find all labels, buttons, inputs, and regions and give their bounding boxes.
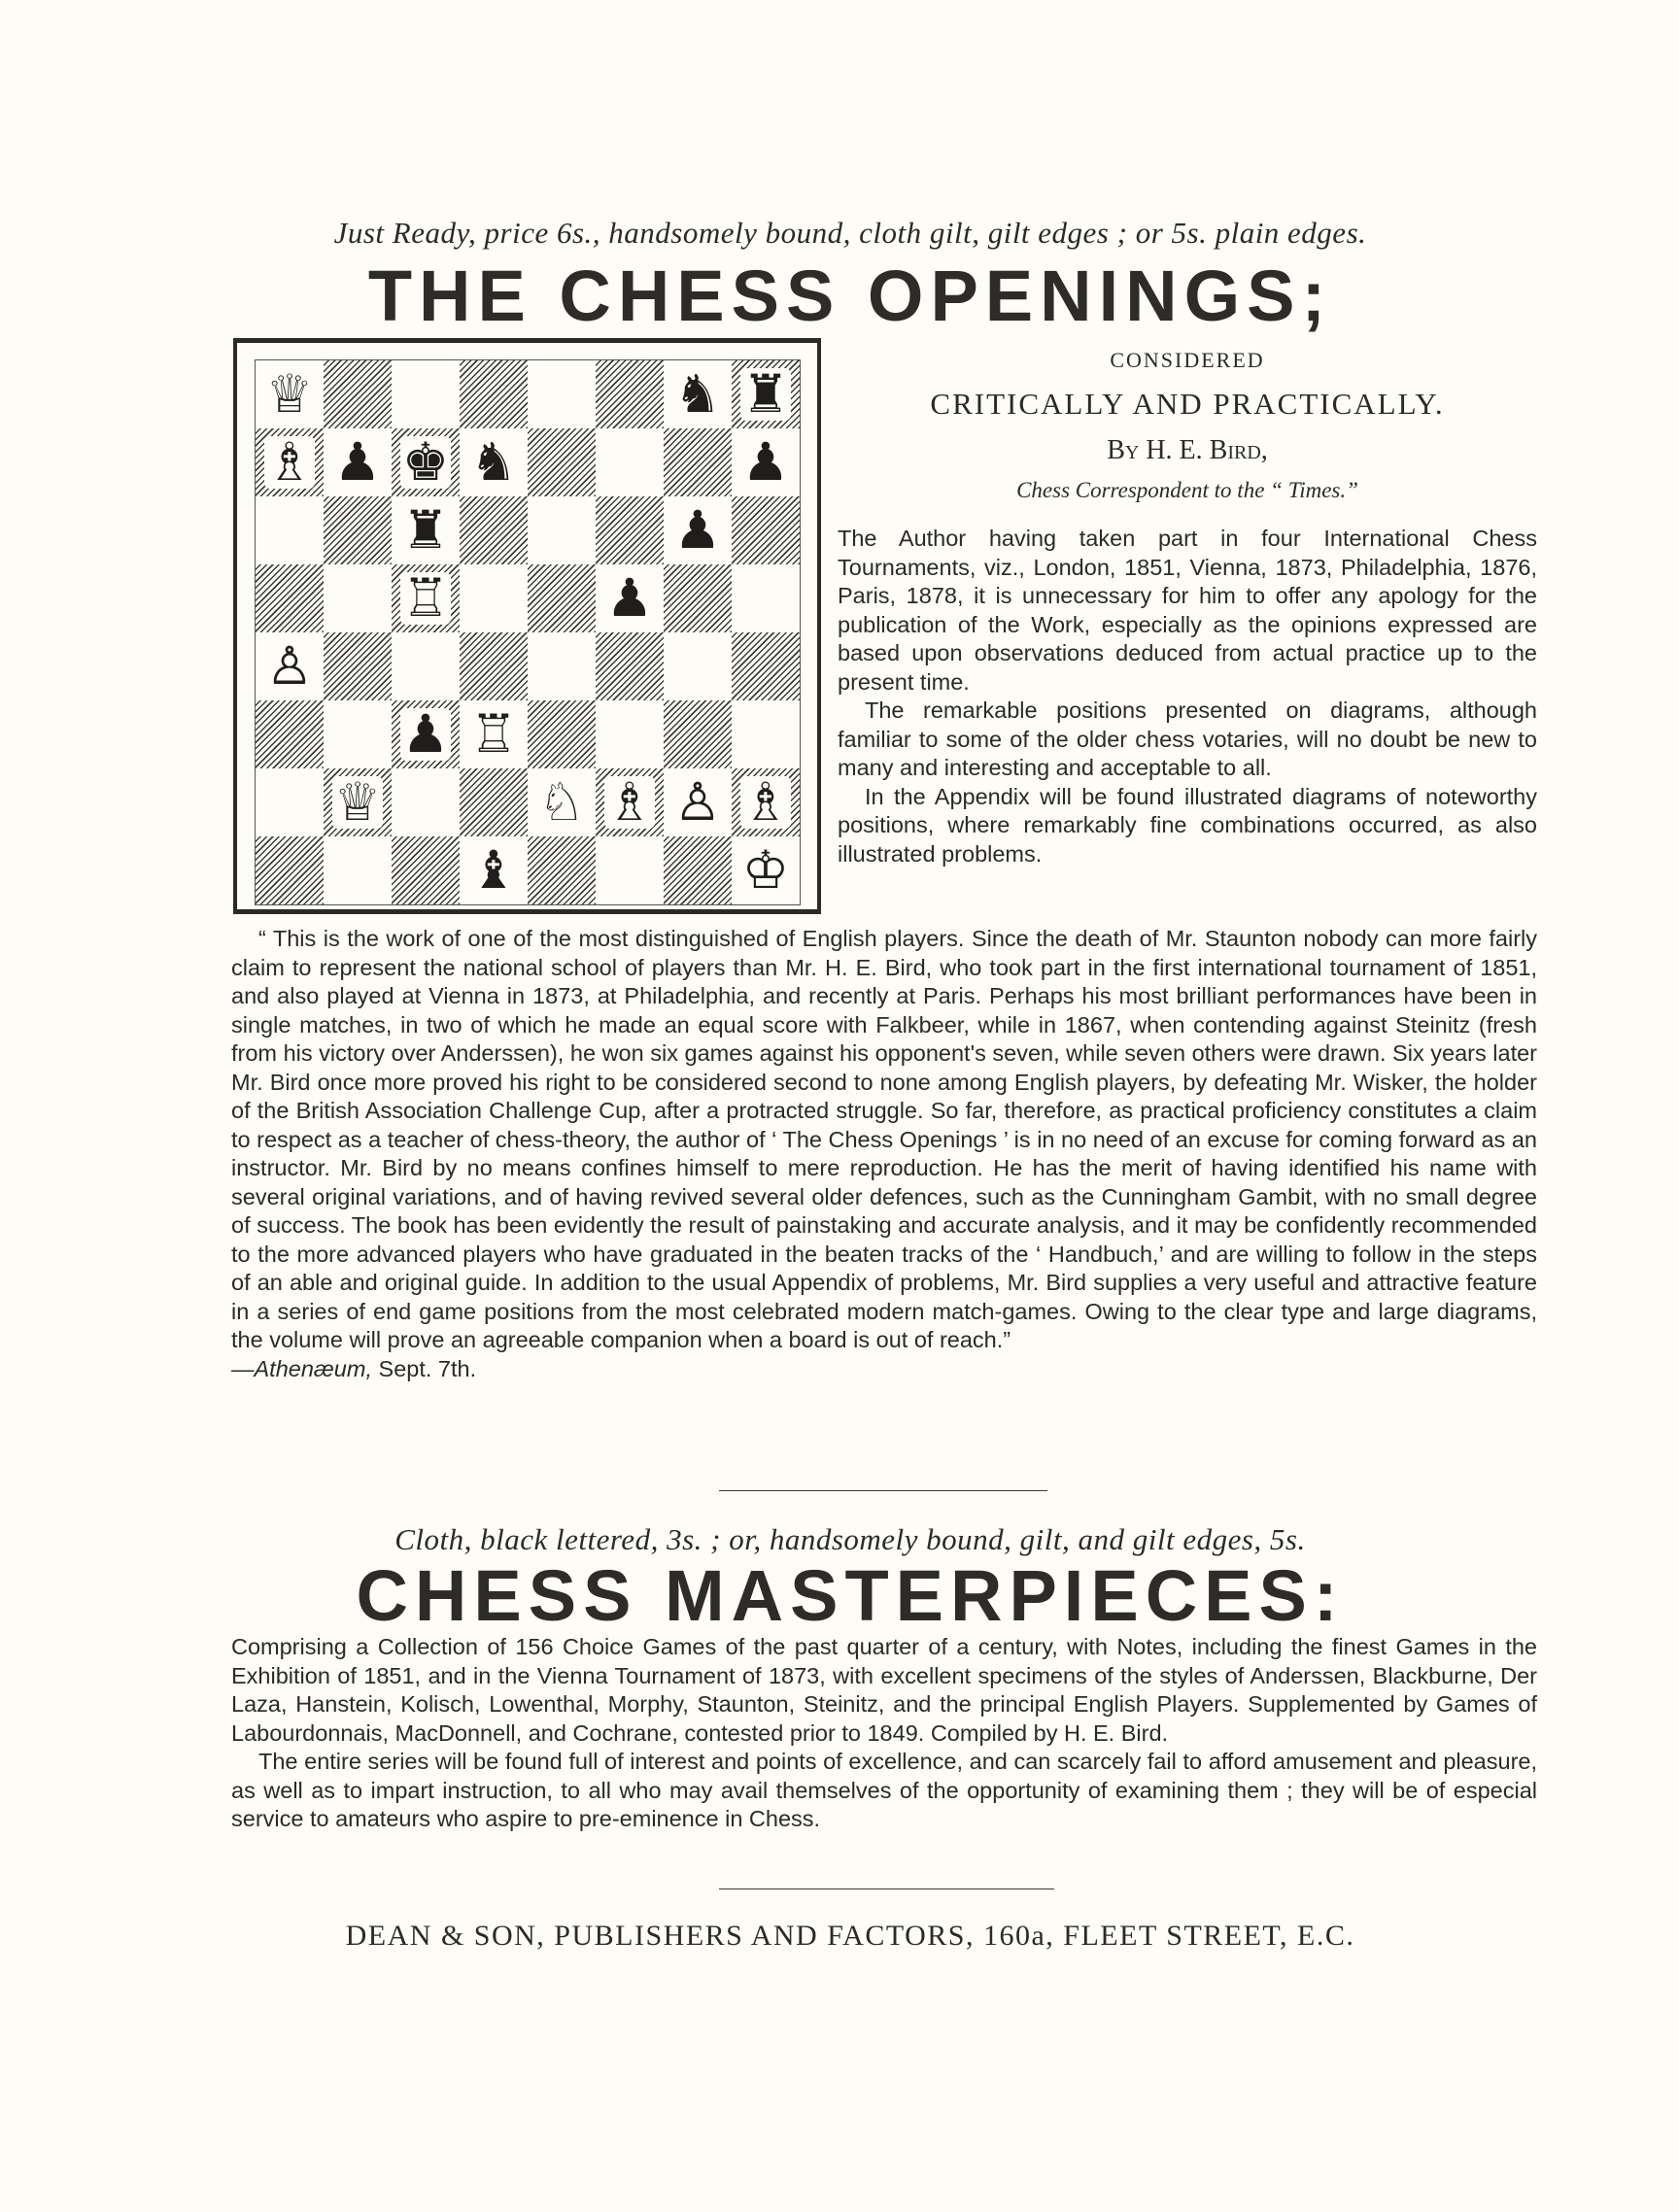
chess-piece-icon: ♚ (401, 431, 450, 493)
board-square (392, 700, 460, 768)
board-square (392, 496, 460, 564)
board-square (324, 632, 392, 700)
description-block (838, 525, 1537, 868)
masterpieces-paragraph: Comprising a Collection of 156 Choice Games of the past quarter of a century, with Notes, including the finest Games in the Exhibition of 1851, and in the Vienna Tournament of 1873, with excellent specimens of the styles of Anderssen, Blackburne, Der Laza, Hanstein, Kolisch, Lowenthal, Morphy, Staunton, Steinitz, and the principal English Players. Supplemented by Games of Labourdonnais, MacDonnell, and Cochrane, contested prior to 1849. Compiled by H. E. Bird. (231, 1634, 1537, 1746)
board-square (732, 768, 800, 836)
board-square (596, 360, 664, 428)
chess-masterpieces-title: CHESS MASTERPIECES: (356, 1555, 1345, 1636)
board-square (324, 836, 392, 904)
board-square (528, 360, 596, 428)
board-square (256, 768, 324, 836)
chess-piece-icon: ♟ (333, 431, 382, 493)
board-square (528, 564, 596, 632)
board-square (732, 428, 800, 496)
board-square (460, 768, 528, 836)
board-square (256, 836, 324, 904)
board-square (460, 700, 528, 768)
board-square (324, 768, 392, 836)
description-paragraph: In the Appendix will be found illustrated diagrams of noteworthy positions, where remarkably fine combinations occurred, as also illustrated problems. (838, 783, 1537, 867)
board-square (324, 428, 392, 496)
board-square (528, 632, 596, 700)
author-byline: By H. E. Bird, (1107, 435, 1268, 465)
board-square (460, 360, 528, 428)
chess-piece-icon: ♟ (401, 703, 450, 765)
chess-piece-icon: ♙ (673, 771, 722, 833)
board-square (324, 496, 392, 564)
board-square (732, 632, 800, 700)
review-attribution (231, 1355, 1537, 1384)
chess-piece-icon: ♟ (673, 499, 722, 561)
chess-openings-price-line: Just Ready, price 6s., handsomely bound, cloth gilt, gilt edges ; or 5s. plain edges. (333, 216, 1367, 250)
board-square (256, 700, 324, 768)
board-square (732, 360, 800, 428)
board-square (596, 632, 664, 700)
board-square (324, 360, 392, 428)
author-credential: Chess Correspondent to the “ Times.” (1016, 478, 1358, 502)
board-square (460, 836, 528, 904)
chess-piece-icon: ♞ (469, 431, 518, 493)
board-square (664, 768, 732, 836)
board-square (528, 700, 596, 768)
board-square (256, 564, 324, 632)
chess-piece-icon: ♜ (401, 499, 450, 561)
board-square (664, 360, 732, 428)
chess-piece-icon: ♔ (741, 839, 790, 901)
chess-piece-icon: ♕ (265, 363, 314, 425)
board-square (596, 564, 664, 632)
board-square (528, 768, 596, 836)
board-square (596, 768, 664, 836)
board-square (664, 700, 732, 768)
board-square (392, 632, 460, 700)
board-square (528, 428, 596, 496)
chess-piece-icon: ♖ (469, 703, 518, 765)
board-square (460, 428, 528, 496)
board-square (392, 836, 460, 904)
board-square (256, 496, 324, 564)
chess-piece-icon: ♖ (401, 567, 450, 629)
review-source: —Athenæum, (231, 1355, 372, 1381)
chess-piece-icon: ♗ (741, 771, 790, 833)
board-square (324, 564, 392, 632)
board-square (732, 564, 800, 632)
description-paragraph: The remarkable positions presented on diagrams, although familiar to some of the older chess votaries, will no doubt be new to many and interesting and acceptable to all. (838, 698, 1537, 780)
board-square (664, 428, 732, 496)
board-square (392, 564, 460, 632)
board-square (732, 496, 800, 564)
book-subtitle: CRITICALLY AND PRACTICALLY. (930, 387, 1445, 421)
masterpieces-price-line: Cloth, black lettered, 3s. ; or, handsomely bound, gilt, and gilt edges, 5s. (394, 1522, 1306, 1556)
board-square (460, 632, 528, 700)
board-square (256, 360, 324, 428)
board-square (392, 768, 460, 836)
board-square (596, 836, 664, 904)
board-square (460, 496, 528, 564)
board-square (392, 428, 460, 496)
board-square (664, 564, 732, 632)
review-text: “ This is the work of one of the most distinguished of English players. Since the death of Mr. Staunton nobody can more fairly claim to represent the national school of players than Mr. H. E. Bird, who took part in the first international tournament of 1851, and also played at Vienna in 1873, at Philadelphia, and recently at Paris. Perhaps his most brilliant performances have been in single matches, in two of which he made an equal score with Falkbeer, while in 1867, when contending against Steinitz (fresh from his victory over Anderssen), he won six games against his opponent's seven, while seven others were drawn. Six years later Mr. Bird once more proved his right to be considered second to none among English players, by defeating Mr. Wisker, the holder of the British Association Challenge Cup, after a protracted struggle. So far, therefore, as practical proficiency constitutes a claim to respect as a teacher of chess-theory, the author of ‘ The Chess Openings ’ is in no need of an excuse for coming forward as an instructor. Mr. Bird by no means confines himself to mere reproduction. He has the merit of having identified his name with several original variations, and of having revived several older defences, such as the Cunningham Gambit, with no small degree of success. The book has been evidently the result of painstaking and accurate analysis, and it may be confidently recommended to the more advanced players who have graduated in the beaten tracks of the ‘ Handbuch,’ and are willing to follow in the steps of an able and original guide. In addition to the usual Appendix of problems, Mr. Bird supplies a very useful and attractive feature in a series of end game positions from the most celebrated modern match-games. Owing to the clear type and large diagrams, the volume will prove an agreeable companion when a board is out of reach.” (231, 926, 1537, 1352)
board-square (460, 564, 528, 632)
board-square (256, 632, 324, 700)
board-square (392, 360, 460, 428)
considered-label: CONSIDERED (1110, 348, 1265, 372)
chess-piece-icon: ♟ (741, 431, 790, 493)
board-square (528, 496, 596, 564)
chess-piece-icon: ♙ (265, 635, 314, 697)
board-square (528, 836, 596, 904)
description-paragraph: The Author having taken part in four International Chess Tournaments, viz., London, 1851, Vienna, 1873, Philadelphia, 1876, Paris, 1878, it is unnecessary for him to offer any apology for the publication of the Work, especially as the opinions expressed are based upon observations deduced from actual practice up to the present time. (838, 526, 1537, 695)
section-divider (719, 1490, 1047, 1491)
review-date: Sept. 7th. (371, 1355, 477, 1381)
board-square (664, 836, 732, 904)
board-square (596, 428, 664, 496)
board-square (324, 700, 392, 768)
chess-piece-icon: ♗ (605, 771, 654, 833)
chess-piece-icon: ♟ (605, 567, 654, 629)
chess-piece-icon: ♝ (469, 839, 518, 901)
chess-piece-icon: ♘ (537, 771, 586, 833)
athenaeum-review (231, 925, 1537, 1383)
masterpieces-paragraph: The entire series will be found full of interest and points of excellence, and can scarcely fail to afford amusement and pleasure, as well as to impart instruction, to all who may avail themselves of the opportunity of examining them ; they will be of especial service to amateurs who aspire to pre-eminence in Chess. (231, 1749, 1537, 1831)
board-square (664, 632, 732, 700)
board-square (732, 700, 800, 768)
board-square (596, 700, 664, 768)
chess-piece-icon: ♕ (333, 771, 382, 833)
chess-openings-title: THE CHESS OPENINGS; (367, 255, 1333, 336)
publisher-imprint: DEAN & SON, PUBLISHERS AND FACTORS, 160a, FLEET STREET, E.C. (345, 1920, 1355, 1952)
board-square (664, 496, 732, 564)
chess-piece-icon: ♗ (265, 431, 314, 493)
board-square (732, 836, 800, 904)
board-square (256, 428, 324, 496)
chess-diagram (255, 359, 801, 905)
masterpieces-description (231, 1633, 1537, 1834)
board-square (596, 496, 664, 564)
chess-piece-icon: ♞ (673, 363, 722, 425)
chess-piece-icon: ♜ (741, 363, 790, 425)
